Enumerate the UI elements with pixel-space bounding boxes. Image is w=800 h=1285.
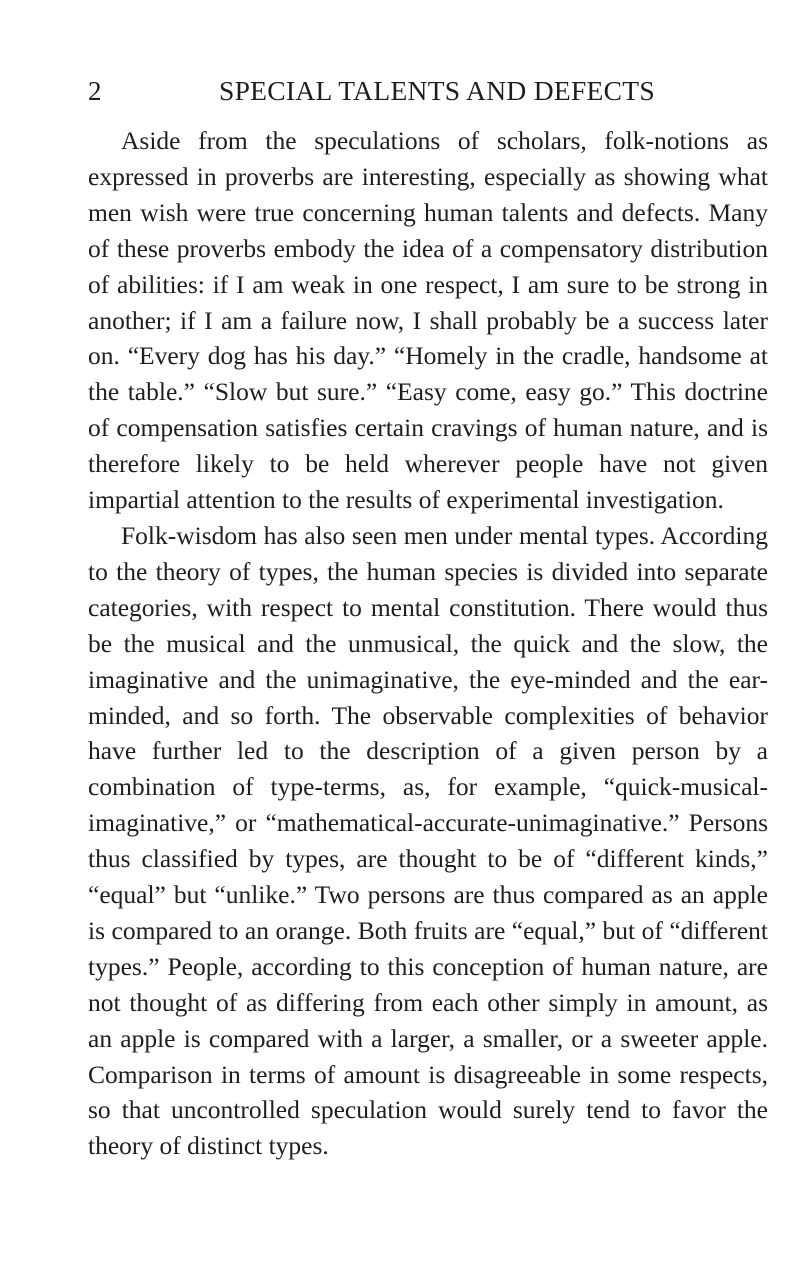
page-number: 2 <box>88 76 102 106</box>
chapter-title: SPECIAL TALENTS AND DEFECTS <box>218 75 655 106</box>
paragraph-compensation: Aside from the speculations of scholars, folk-notions as expressed in proverbs are interesting, especially as showing what men wish were true concerning human talents and defects. Many of these proverbs embody the idea of a compensatory distribution of abilities: if I am weak in one respect, I am sure to be strong in another; if I am a failure now, I shall probably be a success later on. “Every dog has his day.” “Homely in the cradle, handsome at the table.” “Slow but sure.” “Easy come, easy go.” This doctrine of compensation satisfies certain cravings of human nature, and is therefore likely to be held wherever people have not given impartial attention to the results of experimental investigation. <box>88 126 768 515</box>
paragraph-mental-types: Folk-wisdom has also seen men under mental types. According to the theory of types, the human species is divided into separate categories, with respect to mental constitution. There would thus be the musical and the unmusical, the quick and the slow, the imaginative and the unimaginative, the eye-minded and the ear-minded, and so forth. The observable complexities of behavior have further led to the description of a given person by a combination of type-terms, as, for example, “quick-musical-imaginative,” or “mathematical-accurate-unimaginative.” Persons thus classified by types, are thought to be of “different kinds,” “equal” but “unlike.” Two persons are thus compared as an apple is compared to an orange. Both fruits are “equal,” but of “different types.” People, according to this conception of human nature, are not thought of as differing from each other simply in amount, as an apple is compared with a larger, a smaller, or a sweeter apple. Comparison in terms of amount is disagreeable in some respects, so that uncontrolled speculation would surely tend to favor the theory of distinct types. <box>88 520 768 1161</box>
running-head <box>88 73 768 109</box>
body-text <box>88 123 768 1164</box>
